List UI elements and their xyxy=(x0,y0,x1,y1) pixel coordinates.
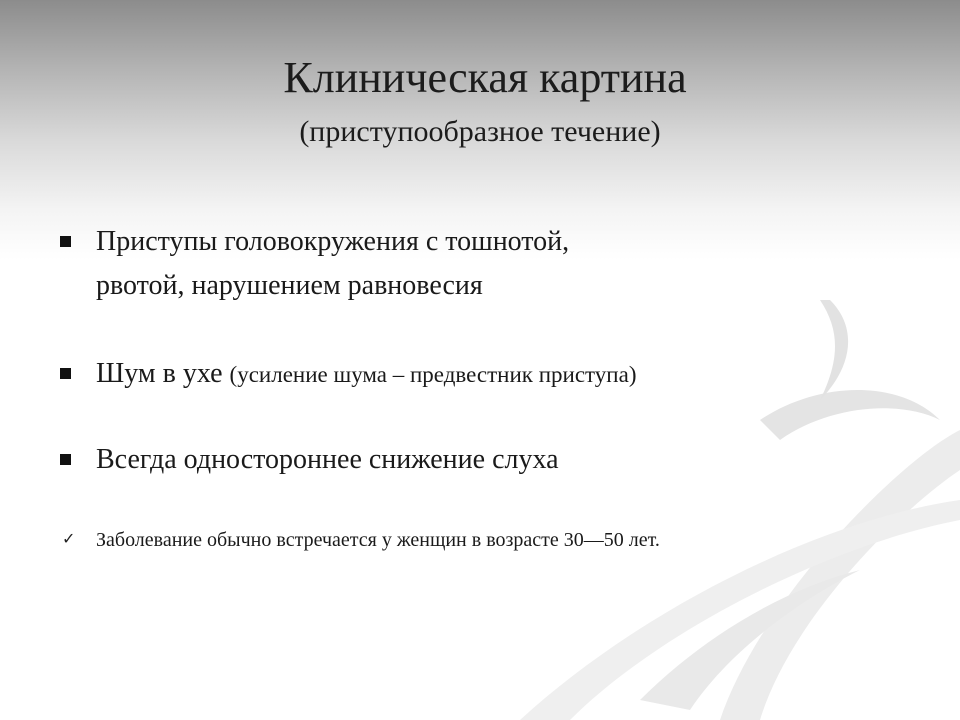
slide-title: Клиническая картина xyxy=(283,53,687,102)
bullet-text: Всегда одностороннее снижение слуха xyxy=(96,444,559,475)
check-item-text: Заболевание обычно встречается у женщин в возрасте 30—50 лет. xyxy=(96,529,660,551)
square-bullet-icon xyxy=(60,368,71,379)
bullet-line: рвотой, нарушением равновесия xyxy=(96,270,483,301)
bullet-main-text: Шум в ухе xyxy=(96,358,230,389)
bullet-text xyxy=(96,220,916,308)
checkmark-icon: ✓ xyxy=(62,529,76,548)
square-bullet-icon xyxy=(60,454,71,465)
bullet-text xyxy=(96,352,916,397)
slide-subtitle: (приступообразное течение) xyxy=(299,115,661,148)
square-bullet-icon xyxy=(60,236,71,247)
bullet-line: Приступы головокружения с тошнотой, xyxy=(96,226,570,257)
bullet-note-text: (усиление шума – предвестник приступа) xyxy=(229,362,637,387)
